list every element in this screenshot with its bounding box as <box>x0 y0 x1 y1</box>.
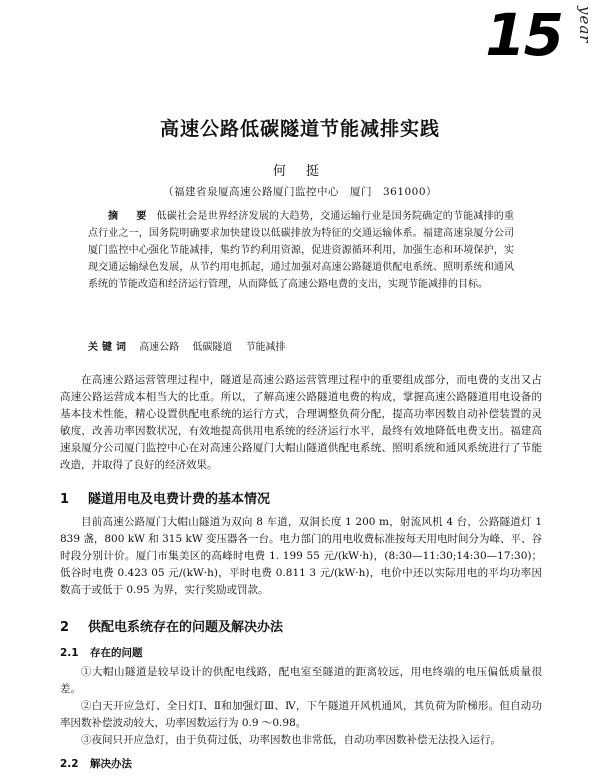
intro-paragraph: 在高速公路运营管理过程中，隧道是高速公路运营管理过程中的重要组成部分，而电费的支出又占高速公路运营成本相当大的比重。所以，了解高速公路隧道电费的构成，掌握高速公路隧道用电设备的基本技术性能，精心设置供配电系统的运行方式，合理调整负荷分配，提高功率因数自动补偿装置的灵敏度，改善功率因数状况，有效地提高供用电系统的经济运行水平，最终有效地降低电费支出。福建高速泉厦分公司厦门监控中心在对高速公路厦门大帽山隧道供配电系统、照明系统和通风系统进行了节能改造，并取得了良好的经济效果。 <box>60 374 542 471</box>
problem-paragraph-1: ①大帽山隧道是较早设计的供配电线路，配电室至隧道的距离较远，用电终端的电压偏低质量很差。 <box>60 666 542 695</box>
issue-word: year <box>576 6 594 44</box>
paper-title: 高速公路低碳隧道节能减排实践 <box>159 118 440 140</box>
section-number: 1 <box>60 492 70 507</box>
keywords <box>88 338 514 353</box>
abstract-label: 摘 要 <box>108 211 151 222</box>
problem-paragraph-3: ③夜间只开应急灯，由于负荷过低，功率因数也非常低，自动功率因数补偿无法投入运行。 <box>81 734 501 746</box>
subsection-title: 存在的问题 <box>90 647 143 659</box>
section-1-heading <box>60 488 270 507</box>
section-number: 2 <box>60 620 70 635</box>
section-2-heading <box>60 616 283 635</box>
subsection-2-1-heading <box>60 645 143 660</box>
subsection-2-2-heading <box>60 756 132 771</box>
section-title: 隧道用电及电费计费的基本情况 <box>88 492 271 507</box>
keywords-label: 关键词 <box>88 342 130 353</box>
subsection-number: 2.1 <box>60 647 79 659</box>
section-title: 供配电系统存在的问题及解决办法 <box>88 620 284 635</box>
issue-number: 15 <box>485 1 562 69</box>
keyword: 低碳隧道 <box>192 342 233 353</box>
subsection-title: 解决办法 <box>90 758 132 770</box>
abstract <box>88 208 514 293</box>
section-1-paragraph: 目前高速公路厦门大帽山隧道为双向 8 车道，双洞长度 1 200 m，射流风机 4 台，公路隧道灯 1 839 盏，800 kW 和 315 kW 变压器各一台。电力部门的用电收费标准按每天用电时间分为峰、平、谷时段分别计价。厦门市集美区的高峰时电费 1. 199 55 元/(kW·h)，(8:30—11:30;14:30—17:30)；低谷时电费 0.423 05 元/(kW·h)，平时电费 0.811 3 元/(kW·h)，电价中还以实际用电的平均功率因数高于或低于 0.95 为界，实行奖励或罚款。 <box>60 516 542 596</box>
affiliation: （福建省泉厦高速公路厦门监控中心 厦门 361000） <box>162 186 438 198</box>
problem-paragraph-2: ②白天开应急灯、全日灯Ⅰ、Ⅱ和加强灯Ⅲ、Ⅳ，下午隧道开风机通风，其负荷为阶梯形。但自动功率因数补偿波动较大，功率因数运行为 0.9 ～0.98。 <box>60 700 542 729</box>
abstract-text: 低碳社会是世界经济发展的大趋势，交通运输行业是国务院确定的节能减排的重点行业之一，国务院明确要求加快建设以低碳排放为特征的交通运输体系。福建高速泉厦分公司厦门监控中心强化节能减排，集约节约利用资源，促进资源循环利用，加强生态和环境保护，实现交通运输绿色发展，从节约用电抓起，通过加强对高速公路隧道供配电系统、照明系统和通风系统的节能改造和经济运行管理，从而降低了高速公路电费的支出，实现节能减排的目标。 <box>88 211 515 290</box>
author: 何 挺 <box>272 164 328 179</box>
keyword: 节能减排 <box>245 342 286 353</box>
subsection-number: 2.2 <box>60 758 79 770</box>
keyword: 高速公路 <box>139 342 180 353</box>
